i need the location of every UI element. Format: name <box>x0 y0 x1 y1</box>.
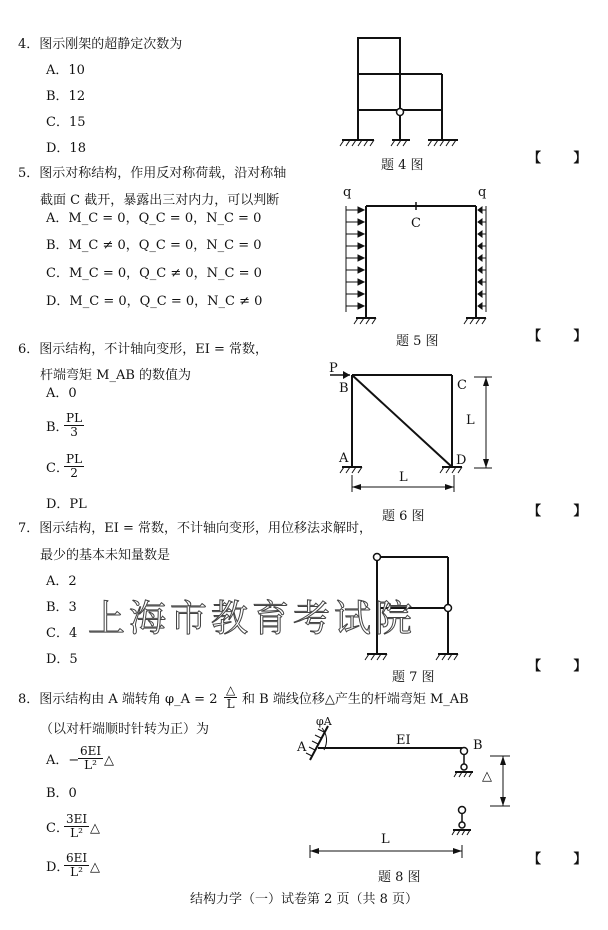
q6-option-d: D．PL <box>46 497 87 512</box>
q4-stem: 4．图示刚架的超静定次数为 <box>18 37 183 52</box>
q6-option-a: A．0 <box>46 386 77 401</box>
q6-stem-line1: 6．图示结构，不计轴向变形，EI = 常数， <box>18 342 269 357</box>
q7-answer-bracket: 【 】 <box>528 659 601 674</box>
q8-option-a-numerator: 6EI <box>80 744 102 758</box>
q5-label-c: C <box>411 216 421 231</box>
q5-answer-bracket: 【 】 <box>528 329 601 344</box>
q5-stem-line1: 5．图示对称结构，作用反对称荷载，沿对称轴 <box>18 166 287 181</box>
q6-label-b: B <box>339 381 349 396</box>
q8-stem-part2: 和 B 端线位移△产生的杆端弯矩 M_AB <box>242 692 469 707</box>
q6-option-c-denominator: 2 <box>70 466 78 480</box>
q6-answer-bracket: 【 】 <box>528 504 601 519</box>
q6-caption: 题 6 图 <box>382 509 425 524</box>
q5-stem-line2: 截面 C 截开，暴露出三对内力，可以判断 <box>40 193 280 208</box>
q8-option-a-suffix: △ <box>104 753 114 768</box>
q4-option-d: D．18 <box>46 141 86 156</box>
q7-stem-line1: 7．图示结构，EI = 常数，不计轴向变形，用位移法求解时， <box>18 521 373 536</box>
q8-stem-fraction-numerator: △ <box>226 683 236 697</box>
q7-option-a: A．2 <box>46 574 77 589</box>
q5-label-q-right: q <box>478 185 487 200</box>
q8-stem-line2: （以对杆端顺时针转为正）为 <box>40 722 210 737</box>
q8-label-b: B <box>473 738 483 753</box>
q8-option-d-suffix: △ <box>90 860 100 875</box>
q7-stem-line2: 最少的基本未知量数是 <box>40 548 171 563</box>
q8-option-d-denominator: L² <box>70 865 83 879</box>
q8-option-c-suffix: △ <box>90 821 100 836</box>
q5-label-q-left: q <box>343 185 352 200</box>
q7-option-d: D．5 <box>46 652 78 667</box>
q7-option-b: B．3 <box>46 600 77 615</box>
q8-option-b: B．0 <box>46 786 77 801</box>
q8-label-delta: △ <box>482 769 492 784</box>
q5-option-b: B．M_C ≠ 0，Q_C = 0，N_C = 0 <box>46 238 262 253</box>
q6-option-c-numerator: PL <box>66 452 83 466</box>
q6-stem-line2: 杆端弯矩 M_AB 的数值为 <box>40 368 192 383</box>
q8-label-l: L <box>381 832 390 847</box>
q6-label-p: P <box>329 361 338 376</box>
q6-label-l-vertical: L <box>466 413 475 428</box>
q7-option-c: C．4 <box>46 626 78 641</box>
q6-option-c-prefix: C． <box>46 461 69 476</box>
q8-option-d-prefix: D． <box>46 860 70 875</box>
q6-label-d: D <box>456 453 467 468</box>
q8-option-a-prefix: A．− <box>46 753 80 768</box>
q8-answer-bracket: 【 】 <box>528 852 601 867</box>
q8-label-phi: φA <box>316 715 332 728</box>
q8-option-c-denominator: L² <box>70 826 83 840</box>
q8-stem-fraction-denominator: L <box>226 697 235 711</box>
q8-option-d-numerator: 6EI <box>66 851 88 865</box>
q4-caption: 题 4 图 <box>381 158 424 173</box>
q6-option-b-numerator: PL <box>66 411 83 425</box>
q5-option-c: C．M_C = 0，Q_C ≠ 0，N_C = 0 <box>46 266 262 281</box>
q6-option-b-denominator: 3 <box>70 425 78 439</box>
q6-label-l-horizontal: L <box>399 470 408 485</box>
q8-stem-part1: 8．图示结构由 A 端转角 φ_A = 2 <box>18 692 218 707</box>
q4-option-a: A．10 <box>46 63 85 78</box>
q5-caption: 题 5 图 <box>396 334 439 349</box>
q7-caption: 题 7 图 <box>392 670 435 685</box>
q5-option-d: D．M_C = 0，Q_C = 0，N_C ≠ 0 <box>46 294 263 309</box>
q4-option-c: C．15 <box>46 115 86 130</box>
q8-label-a: A <box>297 740 307 755</box>
watermark: 上海市教育考试院 <box>88 597 416 640</box>
q6-label-c: C <box>457 378 467 393</box>
q6-label-a: A <box>339 451 349 466</box>
q5-option-a: A．M_C = 0，Q_C = 0，N_C = 0 <box>46 211 262 226</box>
q8-option-a-denominator: L² <box>84 758 97 772</box>
q4-answer-bracket: 【 】 <box>528 151 601 166</box>
q8-caption: 题 8 图 <box>378 870 421 885</box>
q8-option-c-prefix: C． <box>46 821 69 836</box>
page-footer: 结构力学（一）试卷第 2 页（共 8 页） <box>189 892 419 907</box>
q4-option-b: B．12 <box>46 89 86 104</box>
q8-label-ei: EI <box>396 733 411 748</box>
q6-option-b-prefix: B． <box>46 420 69 435</box>
q8-option-c-numerator: 3EI <box>66 812 88 826</box>
